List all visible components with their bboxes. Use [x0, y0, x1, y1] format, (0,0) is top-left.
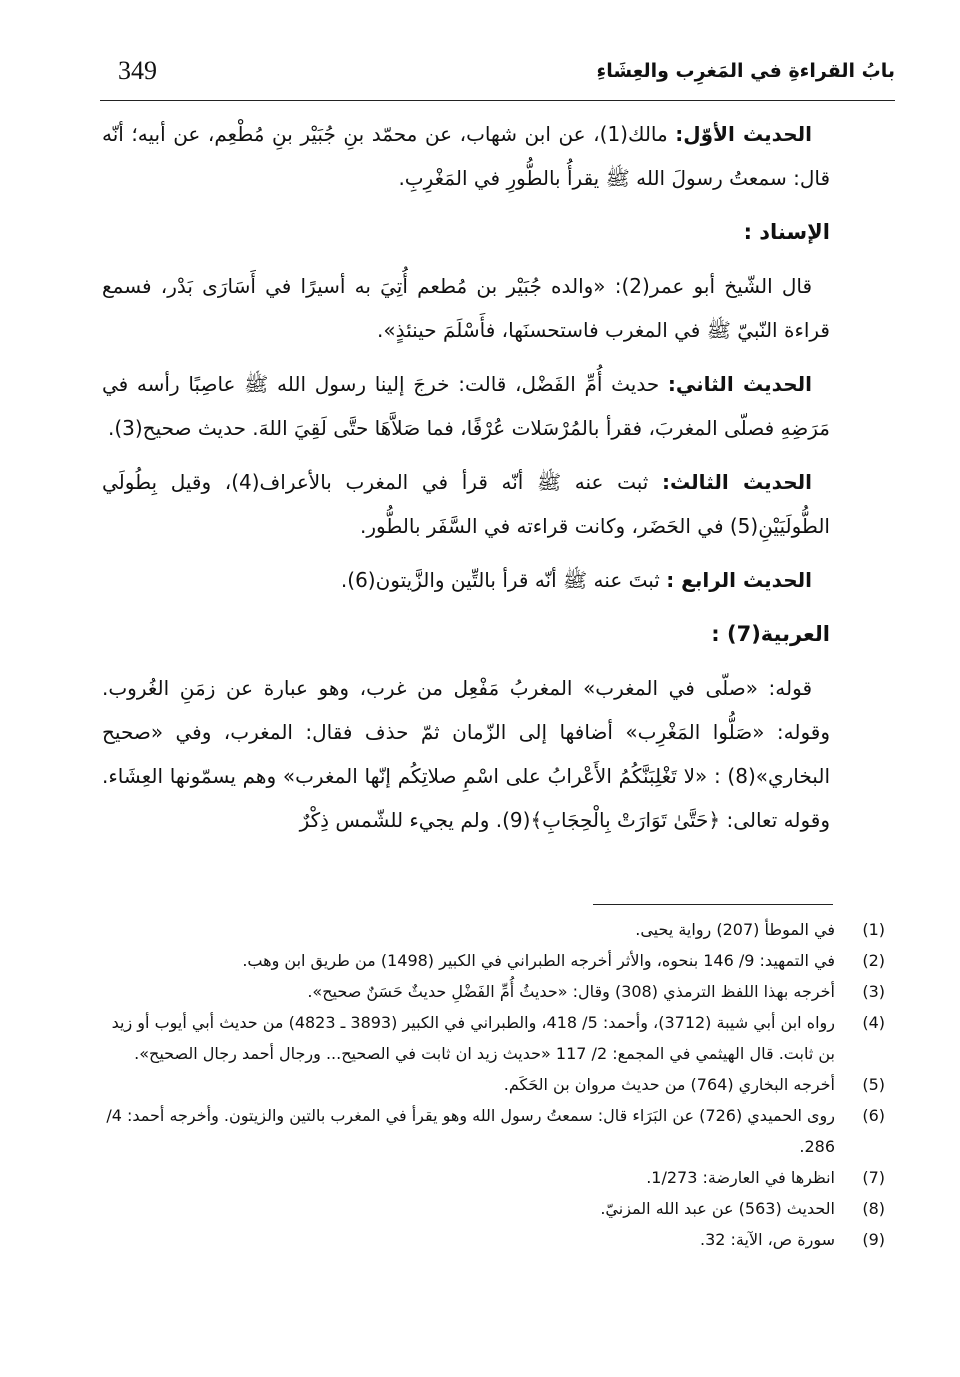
arabiyya-heading: العربية(7) : — [711, 622, 830, 646]
hadith-4-label: الحديث الرابع : — [666, 568, 812, 592]
footnote-number: (2) — [862, 951, 885, 970]
footnote — [95, 976, 885, 1007]
footnote-number: (6) — [862, 1106, 885, 1125]
footnote — [95, 1193, 885, 1224]
hadith-1 — [102, 112, 830, 200]
footnote-separator — [593, 904, 833, 905]
footnotes — [95, 914, 885, 1255]
chapter-title: بابُ القراءةِ في المَغرِب والعِشَاءِ — [596, 60, 895, 82]
page-number: 349 — [118, 56, 157, 85]
footnote-number: (7) — [862, 1168, 885, 1187]
footnote — [95, 914, 885, 945]
hadith-4-text: ثبتَ عنه ﷺ أنّه قرأ بالتِّين والزَّيتون(6). — [340, 568, 660, 592]
main-text — [102, 112, 830, 852]
footnote — [95, 1069, 885, 1100]
footnote-text: أخرجه البخاري (764) من حديث مروان بن الحَكَم. — [503, 1075, 835, 1094]
footnote — [95, 945, 885, 976]
hadith-4 — [102, 558, 830, 602]
footnote — [95, 1224, 885, 1255]
hadith-1-text: مالك(1)، عن ابن شهاب، عن محمّد بنِ جُبَيْر بنِ مُطْعِم، عن أبيه؛ أنّه قال: سمعتُ رسولَ الله ﷺ يقرأُ بالطُّورِ في المَغْرِبِ. — [102, 122, 830, 190]
footnote-number: (1) — [862, 920, 885, 939]
hadith-2-label: الحديث الثاني: — [667, 372, 812, 396]
footnote — [95, 1100, 885, 1162]
hadith-1-label: الحديث الأوّل: — [675, 122, 813, 146]
footnote-number: (5) — [862, 1075, 885, 1094]
hadith-3 — [102, 460, 830, 548]
isnad-paragraph: قال الشّيخ أبو عمر(2): «والده جُبَيْر بن مُطعم أُتِيَ به أسيرًا في أَسَارَى بَدْر، فسمع قراءة النّبيّ ﷺ في المغرب فاستحسنَها، فأَسْلَمَ حينئذٍ». — [102, 274, 830, 342]
running-header — [100, 52, 895, 101]
footnote-text: سورة ص، الآية: 32. — [700, 1230, 835, 1249]
footnote-text: انظرها في العارضة: 1/273. — [646, 1168, 835, 1187]
footnote-number: (4) — [862, 1013, 885, 1032]
footnote-number: (9) — [862, 1230, 885, 1249]
footnote-number: (3) — [862, 982, 885, 1001]
footnote — [95, 1007, 885, 1069]
footnote — [95, 1162, 885, 1193]
arabiyya-paragraph: قوله: «صلّى في المغرب» المغربُ مَفْعِل من غرب، وهو عبارة عن زمَنِ الغُروب. وقوله: «صَلُّوا المَغْرِب» أضافها إلى الزّمان ثمّ حذف فقال: المغرب، وفي «صحيح البخاري»(8) : «لا تَغْلِبَنَّكُمُ الأَعْرابُ على اسْمِ صلاتِكُم إنّها المغرب» وهم يسمّونها العِشَاء. وقوله تعالى: ﴿حَتَّىٰ تَوَارَتْ بِالْحِجَابِ﴾(9). ولم يجيء للشّمس ذِكْرٌ — [102, 676, 830, 832]
footnote-text: رواه ابن أبي شيبة (3712)، وأحمد: 5/ 418، والطبراني في الكبير (3893 ـ 4823) من حديث أبي أيوب أو زيد بن ثابت. قال الهيثمي في المجمع: 2/ 117 «حديث زيد ان ثابت في الصحيح... ورجال أحمد رجال الصحيح». — [111, 1013, 835, 1063]
footnote-text: الحديث (563) عن عبد الله المزنيّ. — [600, 1199, 835, 1218]
footnote-text: في الموطأ (207) رواية يحيى. — [635, 920, 835, 939]
hadith-3-text: ثبت عنه ﷺ أنّه قرأ في المغرب بالأعراف(4)، وقيل بِطُولَي الطُّولَيَيْنِ(5) في الحَضَر، وكانت قراءته في السَّفَر بالطُّور. — [102, 470, 830, 538]
hadith-2-text: حديث أُمِّ الفَضْل، قالت: خرجَ إلينا رسول الله ﷺ عاصِبًا رأسه في مَرَضِهِ فصلّى المغربَ، فقرأ بالمُرْسَلات عُرْفًا، فما صَلاَّهَا حتَّى لَقِيَ اللهَ. حديث صحيح(3). — [102, 372, 830, 440]
footnote-number: (8) — [862, 1199, 885, 1218]
footnote-text: أخرجه بهذا اللفظ الترمذي (308) وقال: «حديثُ أُمِّ الفَضْلِ حديثٌ حَسَنٌ صحيح». — [307, 982, 835, 1001]
hadith-3-label: الحديث الثالث: — [662, 470, 812, 494]
hadith-2 — [102, 362, 830, 450]
footnote-text: في التمهيد: 9/ 146 بنحوه، والأثر أخرجه الطبراني في الكبير (1498) من طريق ابن وهب. — [242, 951, 835, 970]
footnote-text: روى الحميدي (726) عن البَرَاء قال: سمعتُ رسول الله وهو يقرأ في المغرب بالتين والزيتون. وأخرجه أحمد: 4/ 286. — [106, 1106, 835, 1156]
isnad-heading: الإسناد : — [743, 220, 830, 244]
